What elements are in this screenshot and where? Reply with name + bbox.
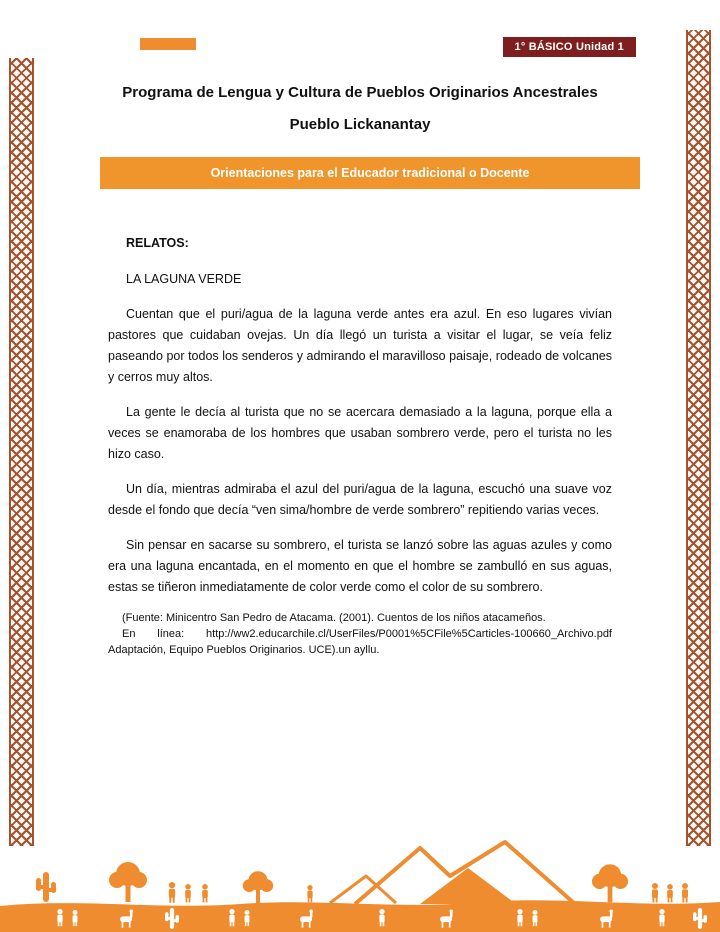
source-citation xyxy=(108,610,612,658)
story-paragraph: Cuentan que el puri/agua de la laguna verde antes era azul. En eso lugares vivían pastores que cuidaban ovejas. Un día llegó un turista a visitar el lugar, se veía feliz paseando por todos los senderos y admirando el maravilloso paisaje, rodeado de volcanes y cerros muy altos. xyxy=(108,307,612,384)
cactus-icon xyxy=(36,872,56,902)
story-paragraph: Sin pensar en sacarse su sombrero, el turista se lanzó sobre las aguas azules y como era una laguna encantada, en el momento en que el hombre se zambulló en sus aguas, estas se tiñeron inmediatamente de color verde como el color de su sombrero. xyxy=(108,538,612,594)
mountain-icon xyxy=(330,842,575,904)
story-paragraph: La gente le decía al turista que no se acercara demasiado a la laguna, porque ella a veces se enamoraba de los hombres que usaban sombrero verde, pero el turista no les hizo caso. xyxy=(108,405,612,461)
page-title: Programa de Lengua y Cultura de Pueblos Originarios Ancestrales xyxy=(122,84,598,101)
unit-badge: 1° BÁSICO Unidad 1 xyxy=(503,37,636,57)
source-line: En línea: http://ww2.educarchile.cl/UserFiles/P0001%5CFile%5Carticles-100660_Archivo.pdf Adaptación, Equipo Pueblos Originarios. UCE).un ayllu. xyxy=(108,628,612,656)
page-subtitle: Pueblo Lickanantay xyxy=(289,116,431,133)
story-paragraph: Un día, mientras admiraba el azul del puri/agua de la laguna, escuchó una suave voz desde el fondo que decía “ven sima/hombre de verde sombrero” repitiendo varias veces. xyxy=(108,482,612,517)
story-content xyxy=(108,233,612,658)
source-line: (Fuente: Minicentro San Pedro de Atacama. (2001). Cuentos de los niños atacameños. xyxy=(122,612,546,624)
section-label: RELATOS: xyxy=(126,236,189,250)
story-title: LA LAGUNA VERDE xyxy=(126,272,242,286)
orientation-banner: Orientaciones para el Educador tradicional o Docente xyxy=(100,157,640,189)
footer-landscape-illustration xyxy=(0,836,720,932)
